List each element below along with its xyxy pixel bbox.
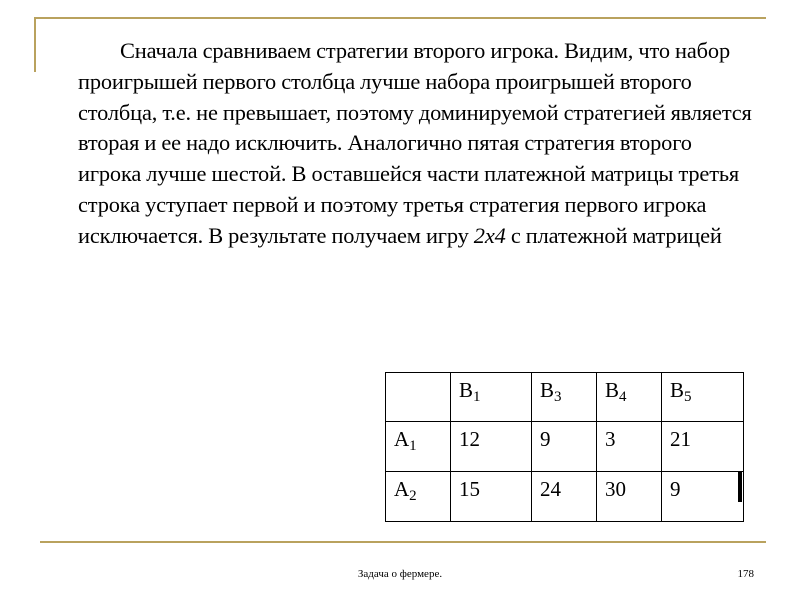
page-number: 178 (737, 568, 754, 580)
header-index: 4 (619, 389, 627, 405)
matrix-cell: 12 (451, 422, 532, 472)
matrix-header-cell (532, 373, 597, 422)
paragraph-text: Сначала сравниваем стратегии второго игрока. Видим, что набор проигрышей первого столбца лучше набора проигрышей второго столбца, т.е. не превышает, поэтому доминируемой стратегией является вторая и ее надо исключить. Аналогично пятая стратегия второго игрока лучше шестой. В оставшейся части платежной матрицы третья строка уступает первой и поэтому третья стратегия первого игрока исключается. В результате получаем игру (78, 38, 752, 248)
matrix-row-label (386, 472, 451, 522)
footer-title: Задача о фермере. (357, 568, 443, 580)
matrix-row (386, 472, 744, 522)
header-index: 1 (473, 389, 481, 405)
matrix-cell: 9 (662, 472, 744, 522)
footer-divider (40, 541, 766, 543)
matrix-cell: 21 (662, 422, 744, 472)
row-letter: A (394, 477, 410, 501)
matrix-cell: 15 (451, 472, 532, 522)
matrix-row (386, 422, 744, 472)
frame-top-line (34, 17, 766, 19)
matrix-header-cell (662, 373, 744, 422)
matrix-cell: 9 (532, 422, 597, 472)
matrix-cell: 30 (597, 472, 662, 522)
row-index: 1 (409, 438, 417, 454)
row-index: 2 (409, 488, 417, 504)
matrix-cell: 3 (597, 422, 662, 472)
header-letter: B (459, 378, 474, 402)
matrix-row-label (386, 422, 451, 472)
header-letter: B (540, 378, 555, 402)
matrix-cell: 24 (532, 472, 597, 522)
matrix-header-row (386, 373, 744, 422)
matrix-header-cell (597, 373, 662, 422)
payoff-matrix (385, 372, 744, 522)
frame-left-line (34, 17, 36, 72)
header-index: 5 (684, 389, 692, 405)
header-letter: B (605, 378, 620, 402)
game-size: 2х4 (473, 222, 506, 248)
paragraph-end: с платежной матрицей (505, 222, 722, 248)
header-index: 3 (554, 389, 562, 405)
table-edge-mark (738, 472, 742, 502)
matrix-header-cell (451, 373, 532, 422)
main-paragraph (78, 36, 758, 252)
header-letter: B (670, 378, 685, 402)
matrix-corner-cell (386, 373, 451, 422)
row-letter: A (394, 427, 410, 451)
